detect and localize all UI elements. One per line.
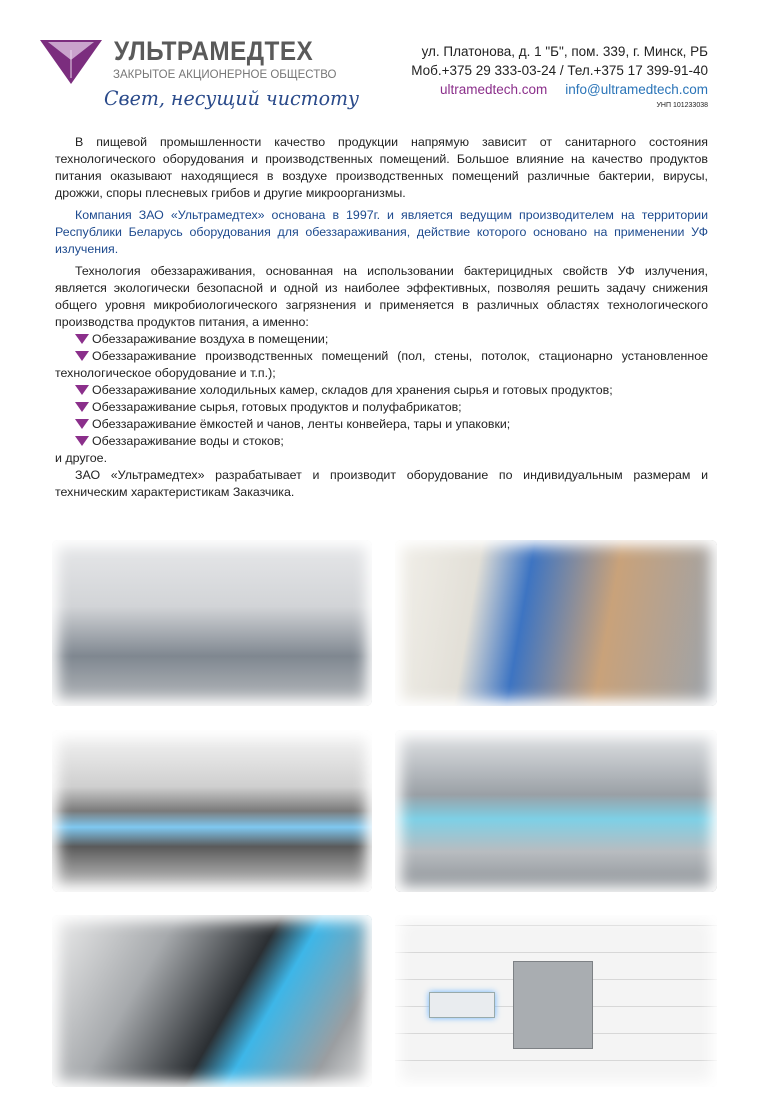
photo-ceiling-uv-lamp — [52, 730, 372, 892]
bullet-icon — [75, 419, 89, 429]
photo-production-room — [52, 540, 372, 706]
bullet-icon — [75, 334, 89, 344]
photo-conveyor-packaging — [395, 540, 717, 706]
list-item: Обеззараживание холодильных камер, складов для хранения сырья и готовых продуктов; — [55, 382, 708, 399]
paragraph-technology: Технология обеззараживания, основанная на использовании бактерицидных свойств УФ излучения, является экологически безопасной и одной из наиболее эффективных, позволяя решить задачу снижения общего уровня микробиологического загрязнения и применяется в различных областях технологического производства продуктов питания, а именно: — [55, 264, 708, 329]
bullet-icon — [75, 351, 89, 361]
paragraph-intro: В пищевой промышленности качество продукции напрямую зависит от санитарного состояния технологического оборудования и производственных помещений. Большое влияние на качество продуктов питания оказывают находящиеся в воздухе производственных помещений различные бактерии, вирусы, дрожжи, споры плесневых грибов и другие микроорганизмы. — [55, 135, 708, 200]
contacts-block — [411, 42, 708, 113]
other-text: и другое. — [55, 451, 108, 465]
list-item: Обеззараживание воды и стоков; — [55, 433, 708, 450]
application-list — [55, 331, 708, 450]
photo-wall-irradiator — [395, 915, 717, 1087]
list-item: Обеззараживание производственных помещений (пол, стены, потолок, стационарно установленное технологическое оборудование и т.п.); — [55, 349, 708, 380]
brand-name: УЛЬТРАМЕДТЕХ — [114, 36, 314, 66]
photo-pipe-uv-units — [52, 915, 372, 1087]
phones: Моб.+375 29 333-03-24 / Тел.+375 17 399-91-40 — [411, 63, 708, 78]
unp: УНП 101233038 — [656, 102, 708, 109]
bullet-icon — [75, 436, 89, 446]
body-text — [55, 134, 708, 506]
slogan: Свет, несущий чистоту — [104, 86, 360, 110]
bullet-icon — [75, 385, 89, 395]
logo-icon — [40, 38, 102, 84]
uv-lamp — [429, 992, 495, 1018]
address: ул. Платонова, д. 1 "Б", пом. 339, г. Минск, РБ — [421, 44, 708, 59]
email-link[interactable]: info@ultramedtech.com — [565, 82, 708, 97]
photo-workshop-uv-lamps — [395, 730, 717, 892]
website-link[interactable]: ultramedtech.com — [439, 82, 548, 97]
list-item: Обеззараживание сырья, готовых продуктов и полуфабрикатов; — [55, 399, 708, 416]
brand-subtitle: ЗАКРЫТОЕ АКЦИОНЕРНОЕ ОБЩЕСТВО — [113, 69, 337, 81]
list-item: Обеззараживание ёмкостей и чанов, ленты конвейера, тары и упаковки; — [55, 416, 708, 433]
list-item: Обеззараживание воздуха в помещении; — [55, 331, 708, 348]
paragraph-custom: ЗАО «Ультрамедтех» разрабатывает и производит оборудование по индивидуальным размерам и техническим характеристикам Заказчика. — [55, 468, 708, 499]
bullet-icon — [75, 402, 89, 412]
paragraph-company: Компания ЗАО «Ультрамедтех» основана в 1997г. и является ведущим производителем на территории Республики Беларусь оборудования для обеззараживания, действие которого основано на применении УФ излучения. — [55, 208, 708, 256]
control-cabinet — [513, 961, 593, 1049]
